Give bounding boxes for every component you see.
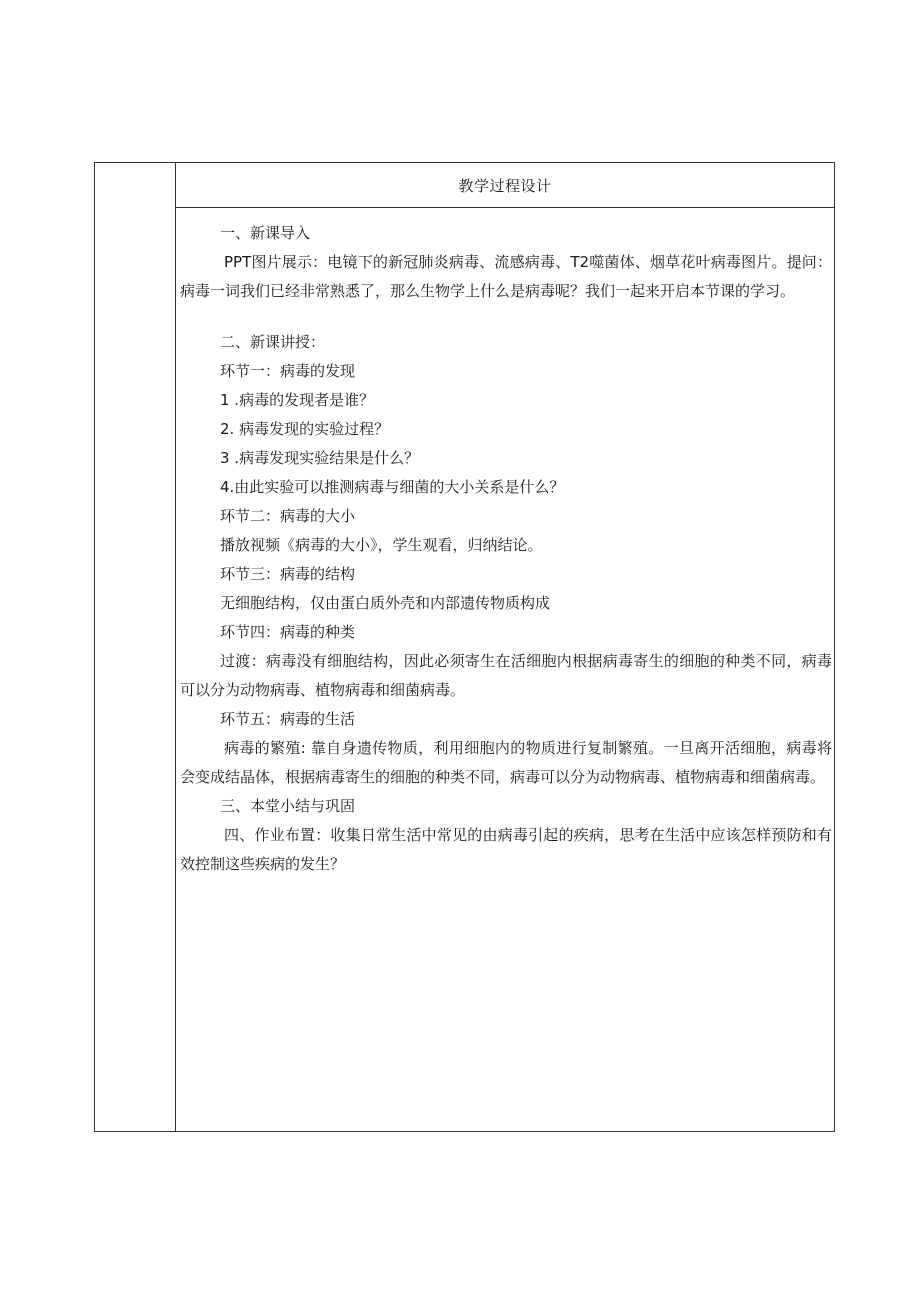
section-homework-paragraph: 四、作业布置：收集日常生活中常见的由病毒引起的疾病，思考在生活中应该怎样预防和有效控制这些疾病的发生？ <box>180 826 832 873</box>
link1-title: 环节一：病毒的发现 <box>220 362 356 380</box>
link5-paragraph: 病毒的繁殖: 靠自身遗传物质，利用细胞内的物质进行复制繁殖。一旦离开活细胞，病毒将会变成结晶体，根据病毒寄生的细胞的种类不同，病毒可以分为动物病毒、植物病毒和细菌病毒。 <box>180 739 832 786</box>
section-teaching-title: 二、新课讲授： <box>220 333 326 351</box>
link4-paragraph: 过渡：病毒没有细胞结构，因此必须寄生在活细胞内根据病毒寄生的细胞的种类不同，病毒可以分为动物病毒、植物病毒和细菌病毒。 <box>180 652 832 699</box>
section-summary-title: 三、本堂小结与巩固 <box>220 797 356 815</box>
lesson-table <box>94 162 835 1132</box>
link2-text: 播放视频《病毒的大小》，学生观看，归纳结论。 <box>220 536 543 554</box>
link3-title: 环节三：病毒的结构 <box>220 565 356 583</box>
spacer <box>180 306 832 328</box>
link1-question-3: 3 .病毒发现实验结果是什么？ <box>220 449 420 467</box>
link2-title: 环节二：病毒的大小 <box>220 507 356 525</box>
table-header: 教学过程设计 <box>176 163 834 208</box>
link1-question-4: 4.由此实验可以推测病毒与细菌的大小关系是什么？ <box>220 478 565 496</box>
link5-title: 环节五：病毒的生活 <box>220 710 356 728</box>
link1-question-1: 1 .病毒的发现者是谁？ <box>220 391 375 409</box>
main-column <box>176 163 834 1131</box>
section-intro-paragraph: PPT图片展示：电镜下的新冠肺炎病毒、流感病毒、T2噬菌体、烟草花叶病毒图片。提问：病毒一词我们已经非常熟悉了，那么生物学上什么是病毒呢？我们一起来开启本节课的学习。 <box>180 253 832 300</box>
left-label-column <box>95 163 176 1131</box>
lesson-content <box>176 209 834 1131</box>
link3-text: 无细胞结构，仅由蛋白质外壳和内部遗传物质构成 <box>220 594 551 612</box>
link4-title: 环节四：病毒的种类 <box>220 623 356 641</box>
link1-question-2: 2. 病毒发现的实验过程？ <box>220 420 390 438</box>
section-intro-title: 一、新课导入 <box>220 224 311 242</box>
